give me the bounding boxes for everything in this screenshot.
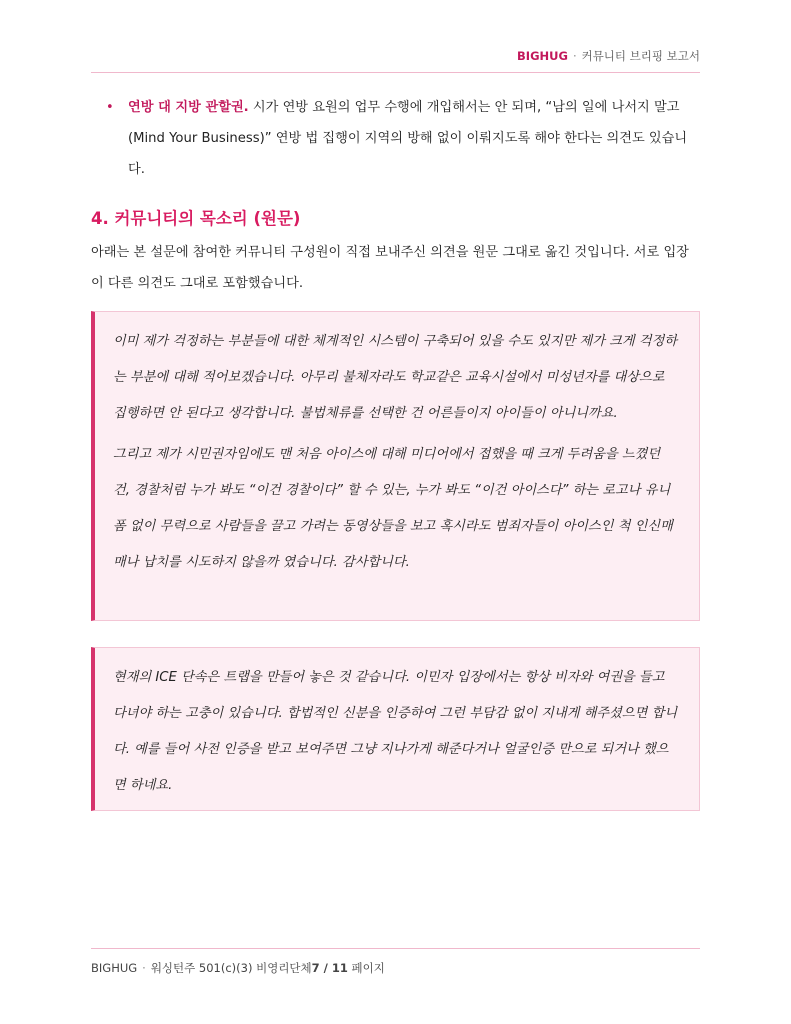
section-title: 4. 커뮤니티의 목소리 (원문) [91, 209, 301, 228]
community-quote-1 [91, 311, 700, 621]
footer-desc: 워싱턴주 501(c)(3) 비영리단체 [150, 961, 312, 975]
page-suffix: 페이지 [351, 961, 385, 975]
quote-paragraph: 이미 제가 걱정하는 부분들에 대한 체계적인 시스템이 구축되어 있을 수도 있지만 제가 크게 걱정하는 부분에 대해 적어보겠습니다. 아무리 불체자라도 학교같은 교육시설에서 미성년자를 대상으로 집행하면 안 된다고 생각합니다. 불법체류를 선택한 건 어른들이지 아이들이 아니니까요. [113, 334, 678, 421]
bullet-marker: • [106, 100, 114, 115]
header-title: 커뮤니티 브리핑 보고서 [581, 49, 700, 63]
header-divider [91, 72, 700, 73]
footer-divider [91, 948, 700, 949]
bullet-body [128, 92, 700, 185]
page-footer [91, 960, 385, 976]
bullet-lead: 연방 대 지방 관할권. [128, 100, 249, 115]
bullet-item [106, 92, 700, 185]
bullet-text: 시가 연방 요원의 업무 수행에 개입해서는 안 되며, “남의 일에 나서지 말고(Mind Your Business)” 연방 법 집행이 지역의 방해 없이 이뤄지도록 해야 한다는 의견도 있습니다. [128, 100, 688, 177]
section-intro: 아래는 본 설문에 참여한 커뮤니티 구성원이 직접 보내주신 의견을 원문 그대로 옮긴 것입니다. 서로 입장이 다른 의견도 그대로 포함했습니다. [91, 245, 689, 291]
footer-org: BIGHUG [91, 961, 138, 975]
footer-separator: · [142, 961, 146, 975]
header-brand: BIGHUG [517, 49, 568, 63]
header-separator: · [572, 49, 577, 63]
page-number: 7 / 11 [311, 961, 348, 975]
quote-paragraph: 현재의 ICE 단속은 트랩을 만들어 놓은 것 같습니다. 이민자 입장에서는 항상 비자와 여권을 들고 다녀야 하는 고충이 있습니다. 합법적인 신분을 인증하여 그런 부담감 없이 지내게 해주셨으면 합니다. 예를 들어 사전 인증을 받고 보여주면 그냥 지나가게 해준다거나 얼굴인증 만으로 되거나 했으면 하네요. [113, 670, 678, 793]
quote-paragraph: 그리고 제가 시민권자임에도 맨 처음 아이스에 대해 미디어에서 접했을 때 크게 두려움을 느꼈던 건, 경찰처럼 누가 봐도 “이건 경찰이다” 할 수 있는, 누가 봐도 “이건 아이스다” 하는 로고나 유니폼 없이 무력으로 사람들을 끌고 가려는 동영상들을 보고 혹시라도 범죄자들이 아이스인 척 인신매매나 납치를 시도하지 않을까 였습니다. 감사합니다. [113, 447, 673, 570]
community-quote-2 [91, 647, 700, 811]
page-header [91, 48, 700, 74]
